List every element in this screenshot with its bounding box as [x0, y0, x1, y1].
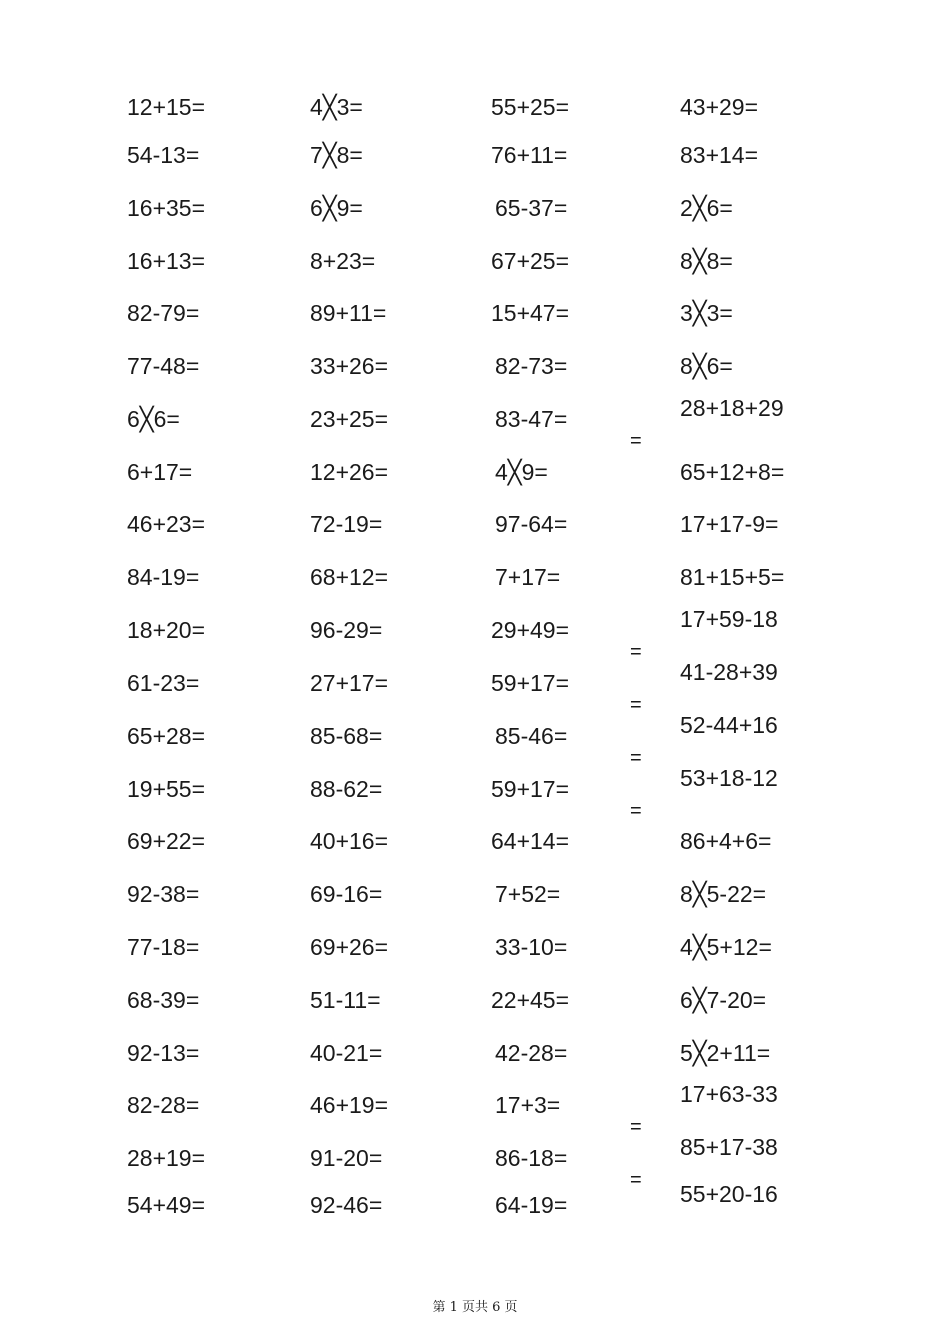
problem-c1-r5: 82-79=: [127, 300, 200, 326]
problem-c3-r9: 97-64=: [495, 511, 568, 537]
problem-c2-r19: 40-21=: [310, 1040, 383, 1066]
problem-c4-r18: 6╳7-20=: [680, 987, 767, 1013]
problem-c4-r6: 8╳6=: [680, 353, 733, 379]
problem-c1-r4: 16+13=: [127, 248, 206, 274]
problem-c2-r9: 72-19=: [310, 511, 383, 537]
problem-c2-r7: 23+25=: [310, 406, 389, 432]
problem-c1-r22: 54+49=: [127, 1192, 206, 1218]
problem-c2-r1: 4╳3=: [310, 94, 363, 120]
wrapped-equals-sign: =: [630, 430, 642, 452]
problem-c3-r11: 29+49=: [491, 617, 570, 643]
problem-c4-r9: 17+17-9=: [680, 511, 779, 537]
wrapped-equals-sign: =: [630, 747, 642, 769]
problem-c4-r8: 65+12+8=: [680, 459, 785, 485]
problem-c2-r18: 51-11=: [310, 987, 381, 1013]
problem-c2-r10: 68+12=: [310, 564, 389, 590]
problem-c3-r12: 59+17=: [491, 670, 570, 696]
problem-c1-r15: 69+22=: [127, 828, 206, 854]
problem-c4-r11: 17+59-18: [680, 606, 778, 632]
problem-c4-r14: 53+18-12: [680, 765, 778, 791]
problem-c2-r20: 46+19=: [310, 1092, 389, 1118]
problem-c1-r21: 28+19=: [127, 1145, 206, 1171]
problem-c2-r13: 85-68=: [310, 723, 383, 749]
problem-c4-r21: 85+17-38: [680, 1134, 778, 1160]
wrapped-equals-sign: =: [630, 800, 642, 822]
problem-c3-r17: 33-10=: [495, 934, 568, 960]
problem-c3-r4: 67+25=: [491, 248, 570, 274]
problem-c1-r8: 6+17=: [127, 459, 193, 485]
wrapped-equals-sign: =: [630, 694, 642, 716]
problem-c4-r19: 5╳2+11=: [680, 1040, 771, 1066]
page-footer: 第 1 页共 6 页: [432, 1300, 518, 1315]
problem-c3-r10: 7+17=: [495, 564, 561, 590]
problem-c1-r20: 82-28=: [127, 1092, 200, 1118]
problem-c3-r3: 65-37=: [495, 195, 568, 221]
problem-c4-r13: 52-44+16: [680, 712, 778, 738]
problem-c1-r18: 68-39=: [127, 987, 200, 1013]
problem-c4-r20: 17+63-33: [680, 1081, 778, 1107]
problem-c3-r8: 4╳9=: [495, 459, 548, 485]
problem-c1-r17: 77-18=: [127, 934, 200, 960]
problem-c4-r3: 2╳6=: [680, 195, 733, 221]
problem-c3-r16: 7+52=: [495, 881, 561, 907]
problem-c2-r2: 7╳8=: [310, 142, 363, 168]
problem-c3-r18: 22+45=: [491, 987, 570, 1013]
problem-c2-r4: 8+23=: [310, 248, 376, 274]
problem-c2-r21: 91-20=: [310, 1145, 383, 1171]
problem-c4-r12: 41-28+39: [680, 659, 778, 685]
problem-c3-r19: 42-28=: [495, 1040, 568, 1066]
problem-c2-r22: 92-46=: [310, 1192, 383, 1218]
problem-c1-r16: 92-38=: [127, 881, 200, 907]
wrapped-equals-sign: =: [630, 1116, 642, 1138]
problem-c1-r6: 77-48=: [127, 353, 200, 379]
wrapped-equals-sign: =: [630, 1169, 642, 1191]
problem-c1-r3: 16+35=: [127, 195, 206, 221]
problem-c3-r7: 83-47=: [495, 406, 568, 432]
problem-c3-r20: 17+3=: [495, 1092, 561, 1118]
problem-c2-r12: 27+17=: [310, 670, 389, 696]
problem-c1-r7: 6╳6=: [127, 406, 180, 432]
problem-c1-r2: 54-13=: [127, 142, 200, 168]
problem-c2-r17: 69+26=: [310, 934, 389, 960]
wrapped-equals-sign: =: [630, 641, 642, 663]
problem-c4-r17: 4╳5+12=: [680, 934, 772, 960]
problem-c2-r8: 12+26=: [310, 459, 389, 485]
problem-c1-r19: 92-13=: [127, 1040, 200, 1066]
problem-c2-r14: 88-62=: [310, 776, 383, 802]
problem-c1-r12: 61-23=: [127, 670, 200, 696]
problem-c4-r5: 3╳3=: [680, 300, 733, 326]
problem-c4-r2: 83+14=: [680, 142, 759, 168]
problem-c3-r21: 86-18=: [495, 1145, 568, 1171]
problem-c2-r15: 40+16=: [310, 828, 389, 854]
problem-c1-r9: 46+23=: [127, 511, 206, 537]
problem-c4-r1: 43+29=: [680, 94, 759, 120]
problem-c3-r5: 15+47=: [491, 300, 570, 326]
problem-c2-r16: 69-16=: [310, 881, 383, 907]
problem-c4-r7: 28+18+29: [680, 395, 784, 421]
problem-c1-r13: 65+28=: [127, 723, 206, 749]
problem-c1-r11: 18+20=: [127, 617, 206, 643]
problem-c1-r10: 84-19=: [127, 564, 200, 590]
problem-c1-r1: 12+15=: [127, 94, 206, 120]
problem-c3-r13: 85-46=: [495, 723, 568, 749]
problem-c4-r10: 81+15+5=: [680, 564, 785, 590]
problem-c4-r4: 8╳8=: [680, 248, 733, 274]
problem-c2-r11: 96-29=: [310, 617, 383, 643]
problem-c2-r3: 6╳9=: [310, 195, 363, 221]
problem-c4-r15: 86+4+6=: [680, 828, 772, 854]
problem-c4-r16: 8╳5-22=: [680, 881, 767, 907]
problem-c3-r15: 64+14=: [491, 828, 570, 854]
problem-c3-r2: 76+11=: [491, 142, 568, 168]
problem-c3-r14: 59+17=: [491, 776, 570, 802]
problem-c2-r6: 33+26=: [310, 353, 389, 379]
problem-c1-r14: 19+55=: [127, 776, 206, 802]
problem-c4-r22: 55+20-16: [680, 1181, 778, 1207]
problem-c3-r22: 64-19=: [495, 1192, 568, 1218]
problem-c3-r6: 82-73=: [495, 353, 568, 379]
problem-c3-r1: 55+25=: [491, 94, 570, 120]
problem-c2-r5: 89+11=: [310, 300, 387, 326]
